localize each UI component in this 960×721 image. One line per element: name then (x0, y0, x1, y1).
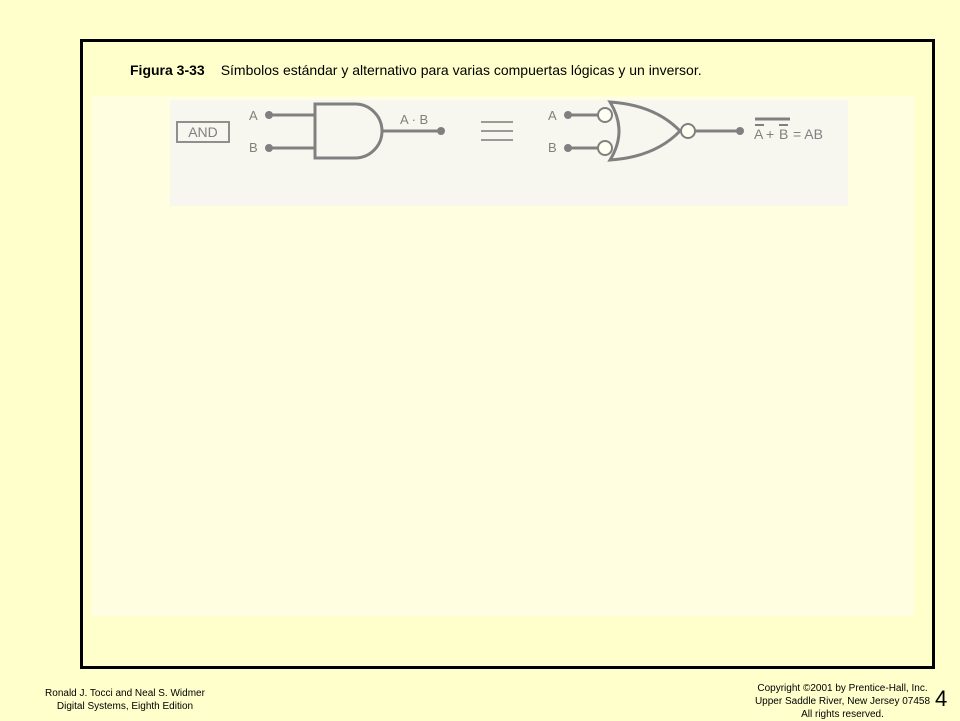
standard-output-label: A · B (400, 112, 429, 127)
input-a-inversion-bubble (598, 108, 612, 122)
figure-number: Figura 3-33 (130, 62, 205, 78)
expression-b: B (779, 126, 789, 142)
footer-book-title: Digital Systems, Eighth Edition (56, 701, 194, 712)
footer-authors-block (20, 687, 230, 713)
output-inversion-bubble (681, 124, 695, 138)
footer-address: Upper Saddle River, New Jersey 07458 (754, 696, 931, 707)
footer-copyright-block (740, 682, 948, 721)
alternative-output-terminal (736, 127, 744, 135)
expression-plus: + (766, 126, 775, 142)
footer-rights: All rights reserved. (801, 709, 884, 720)
expression-a: A (754, 126, 764, 142)
figure-caption-text: Símbolos estándar y alternativo para varias compuertas lógicas y un inversor. (220, 62, 702, 78)
standard-output-terminal (437, 127, 445, 135)
standard-input-b-label: B (249, 140, 258, 155)
input-b-inversion-bubble (598, 141, 612, 155)
footer-copyright: Copyright ©2001 by Prentice-Hall, Inc. (757, 683, 928, 694)
gate-label: AND (188, 124, 218, 140)
alternative-input-b-label: B (548, 140, 557, 155)
page-number: 4 (935, 686, 948, 711)
standard-input-a-label: A (249, 108, 258, 123)
alternative-input-a-label: A (548, 108, 557, 123)
footer-authors: Ronald J. Tocci and Neal S. Widmer (45, 688, 205, 699)
expression-rhs: = AB (793, 126, 823, 142)
